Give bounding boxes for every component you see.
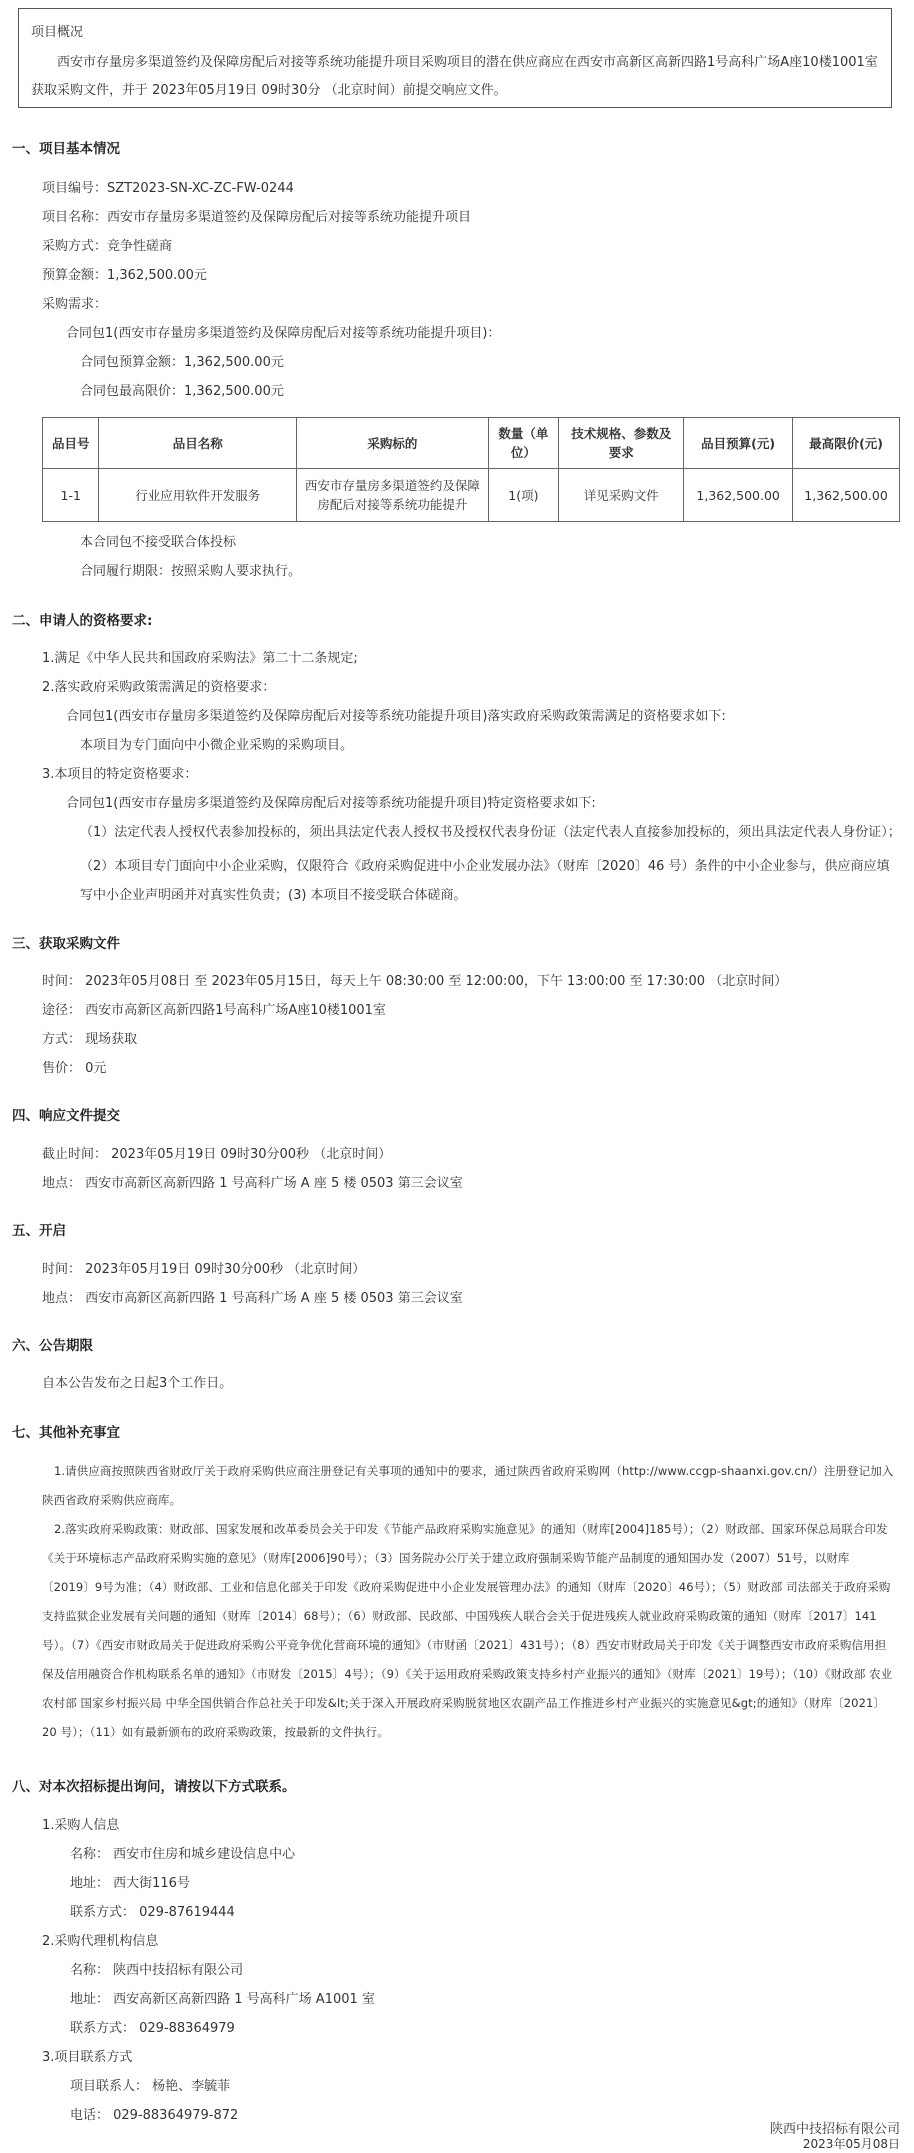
section-7-heading: 七、其他补充事宜 (12, 1425, 120, 1441)
acquire-way: 方式： 现场获取 (42, 1032, 138, 1047)
footer-date: 2023年05月08日 (802, 2137, 900, 2151)
agent-info-title: 2.采购代理机构信息 (42, 1934, 159, 1949)
table-cell: 行业应用软件开发服务 (99, 469, 297, 522)
requirement-3c: （2）本项目专门面向中小企业采购，仅限符合《政府采购促进中小企业发展办法》（财库〔2020〕46 号）条件的中小企业参与，供应商应填写中小企业声明函并对真实性负责；(3) 本项目不接受联合体磋商。 (80, 859, 890, 903)
package-budget: 合同包预算金额：1,362,500.00元 (80, 355, 284, 370)
agent-name: 名称： 陕西中技招标有限公司 (70, 1963, 244, 1978)
table-header-cell: 品目名称 (99, 418, 297, 469)
package-max-price: 合同包最高限价：1,362,500.00元 (80, 384, 284, 399)
table-header-cell: 品目预算(元) (684, 418, 793, 469)
overview-title: 项目概况 (31, 25, 84, 40)
acquire-time: 时间： 2023年05月08日 至 2023年05月15日，每天上午 08:30:00 至 12:00:00，下午 13:00:00 至 17:30:00 （北京时间） (42, 974, 788, 989)
buyer-name: 名称： 西安市住房和城乡建设信息中心 (70, 1847, 296, 1862)
opening-place: 地点： 西安市高新区高新四路 1 号高科广场 A 座 5 楼 0503 第三会议室 (42, 1291, 463, 1306)
contact-phone: 电话： 029-88364979-872 (70, 2108, 239, 2123)
overview-text: 西安市存量房多渠道签约及保障房配后对接等系统功能提升项目采购项目的潜在供应商应在西安市高新区高新四路1号高科广场A座10楼1001室获取采购文件，并于 2023年05月19日 09时30分 （北京时间）前提交响应文件。 (31, 55, 878, 98)
requirement-2b: 本项目为专门面向中小微企业采购的采购项目。 (80, 738, 354, 753)
document-price: 售价： 0元 (42, 1061, 107, 1076)
section-3-heading: 三、获取采购文件 (12, 936, 120, 952)
requirement-3a: 合同包1(西安市存量房多渠道签约及保障房配后对接等系统功能提升项目)特定资格要求如下: (66, 796, 596, 811)
contact-info-title: 3.项目联系方式 (42, 2050, 133, 2065)
requirement-1: 1.满足《中华人民共和国政府采购法》第二十二条规定; (42, 651, 358, 666)
items-table (42, 417, 900, 522)
contract-package: 合同包1(西安市存量房多渠道签约及保障房配后对接等系统功能提升项目)： (66, 326, 501, 341)
project-number: 项目编号：SZT2023-SN-XC-ZC-FW-0244 (42, 181, 294, 196)
budget-amount: 预算金额：1,362,500.00元 (42, 268, 207, 283)
section-6-heading: 六、公告期限 (12, 1338, 93, 1354)
footer-organization: 陕西中技招标有限公司 (769, 2122, 900, 2137)
buyer-info-title: 1.采购人信息 (42, 1818, 120, 1833)
requirement-3b: （1）法定代表人授权代表参加投标的，须出具法定代表人授权书及授权代表身份证（法定代表人直接参加投标的，须出具法定代表人身份证）； (80, 825, 901, 840)
table-cell: 1,362,500.00 (793, 469, 900, 522)
table-cell: 详见采购文件 (559, 469, 684, 522)
submit-deadline: 截止时间： 2023年05月19日 09时30分00秒 （北京时间） (42, 1147, 392, 1162)
section-8-heading: 八、对本次招标提出询问，请按以下方式联系。 (12, 1779, 296, 1795)
table-header-cell: 数量（单位） (488, 418, 559, 469)
procurement-demand: 采购需求： (42, 297, 108, 312)
buyer-phone: 联系方式： 029-87619444 (70, 1905, 235, 1920)
table-cell: 1-1 (43, 469, 99, 522)
table-header-cell: 采购标的 (297, 418, 489, 469)
supplement-1: 1.请供应商按照陕西省财政厅关于政府采购供应商注册登记有关事项的通知中的要求，通过陕西省政府采购网（http://www.ccgp-shaanxi.gov.cn/）注册登记加入陕西省政府采购供应商库。 (42, 1464, 894, 1507)
requirement-3: 3.本项目的特定资格要求： (42, 767, 198, 782)
table-row (43, 469, 900, 522)
contact-people: 项目联系人： 杨艳、李毓菲 (70, 2079, 231, 2094)
opening-time: 时间： 2023年05月19日 09时30分00秒 （北京时间） (42, 1262, 366, 1277)
table-header-cell: 最高限价(元) (793, 418, 900, 469)
section-2-heading: 二、申请人的资格要求: (12, 613, 153, 629)
table-cell: 西安市存量房多渠道签约及保障房配后对接等系统功能提升 (297, 469, 489, 522)
agent-phone: 联系方式： 029-88364979 (70, 2021, 235, 2036)
requirement-2: 2.落实政府采购政策需满足的资格要求： (42, 680, 276, 695)
table-header-row (43, 418, 900, 469)
section-5-heading: 五、开启 (12, 1223, 66, 1239)
table-cell: 1(项) (488, 469, 559, 522)
section-4-heading: 四、响应文件提交 (12, 1108, 120, 1124)
section-1-heading: 一、项目基本情况 (12, 141, 120, 157)
project-name: 项目名称：西安市存量房多渠道签约及保障房配后对接等系统功能提升项目 (42, 210, 472, 225)
procurement-method: 采购方式：竞争性磋商 (42, 239, 173, 254)
table-cell: 1,362,500.00 (684, 469, 793, 522)
contract-term: 合同履行期限：按照采购人要求执行。 (80, 564, 302, 579)
buyer-address: 地址： 西大街116号 (70, 1876, 190, 1891)
no-consortium-note: 本合同包不接受联合体投标 (80, 535, 237, 550)
overview-box (18, 8, 892, 108)
agent-address: 地址： 西安高新区高新四路 1 号高科广场 A1001 室 (70, 1992, 375, 2007)
table-header-cell: 技术规格、参数及要求 (559, 418, 684, 469)
table-header-cell: 品目号 (43, 418, 99, 469)
supplement-2: 2.落实政府采购政策：财政部、国家发展和改革委员会关于印发《节能产品政府采购实施意见》的通知（财库[2004]185号）；（2）财政部、国家环保总局联合印发《关于环境标志产品政府采购实施的意见》（财库[2006]90号）；（3）国务院办公厅关于建立政府强制采购节能产品制度的通知国办发（2007）51号，以财库〔2019〕9号为准；（4）财政部、工业和信息化部关于印发《政府采购促进中小企业发展管理办法》的通知（财库〔2020〕46号）；（5）财政部 司法部关于政府采购支持监狱企业发展有关问题的通知（财库〔2014〕68号）；（6）财政部、民政部、中国残疾人联合会关于促进残疾人就业政府采购政策的通知（财库〔2017〕141号）。（7）《西安市财政局关于促进政府采购公平竞争优化营商环境的通知》（市财函〔2021〕431号）；（8）西安市财政局关于印发《关于调整西安市政府采购信用担保及信用融资合作机构联系名单的通知》（市财发〔2015〕4号）；（9）《关于运用政府采购政策支持乡村产业振兴的通知》（财库〔2021〕19号）；（10）《财政部 农业农村部 国家乡村振兴局 中华全国供销合作总社关于印发&lt;关于深入开展政府采购脱贫地区农副产品工作推进乡村产业振兴的实施意见&gt;的通知》（财库〔2021〕20 号）；（11）如有最新颁布的政府采购政策，按最新的文件执行。 (42, 1522, 893, 1739)
requirement-2a: 合同包1(西安市存量房多渠道签约及保障房配后对接等系统功能提升项目)落实政府采购政策需满足的资格要求如下: (66, 709, 726, 724)
notice-period: 自本公告发布之日起3个工作日。 (42, 1376, 233, 1391)
acquire-place: 途径： 西安市高新区高新四路1号高科广场A座10楼1001室 (42, 1003, 386, 1018)
submit-place: 地点： 西安市高新区高新四路 1 号高科广场 A 座 5 楼 0503 第三会议室 (42, 1176, 463, 1191)
